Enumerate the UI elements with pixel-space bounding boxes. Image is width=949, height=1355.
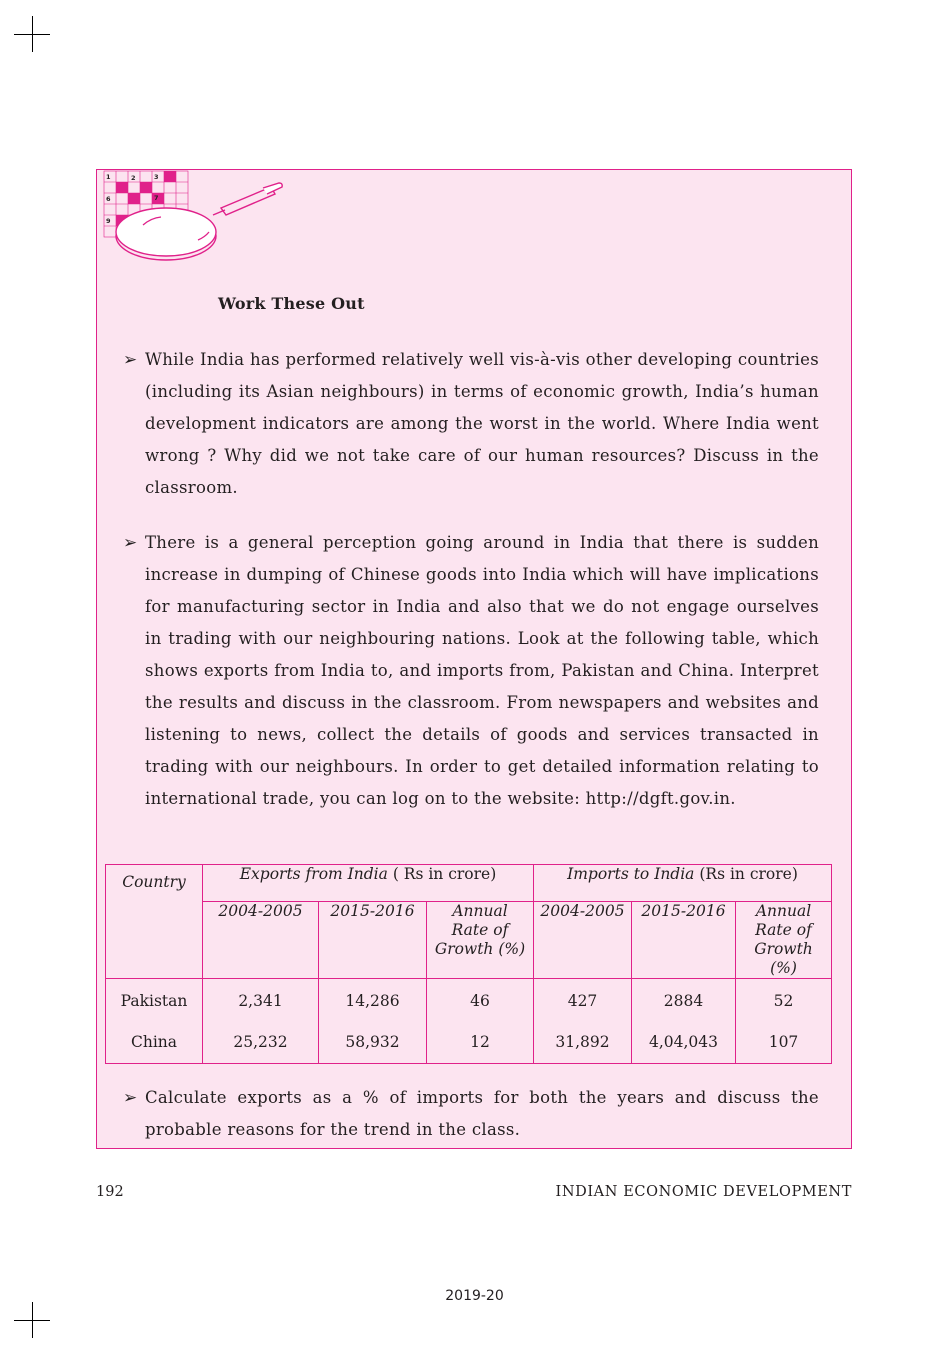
table-cell bbox=[736, 979, 832, 1064]
crossword-number-2: 2 bbox=[131, 174, 136, 182]
exports-header-title: Exports from India bbox=[239, 865, 388, 883]
book-title: INDIAN ECONOMIC DEVELOPMENT bbox=[555, 1184, 852, 1200]
value: 46 bbox=[470, 992, 490, 1010]
crop-mark-top-left-v bbox=[32, 16, 33, 52]
activity-heading: Work These Out bbox=[218, 294, 365, 313]
crossword-number-1: 1 bbox=[106, 173, 111, 181]
arrow-bullet-icon: ➢ bbox=[123, 350, 138, 370]
activity-item-1: While India has performed relatively well vis-à-vis other developing countries (including its Asian neighbours) in terms of economic growth, India’s human development indicators are among the worst in the world. Where India went wrong ? Why did we not take care of our human resources? Discuss in the classroom. bbox=[145, 350, 819, 497]
table-cell bbox=[203, 979, 319, 1064]
value: 12 bbox=[470, 1033, 490, 1051]
edition-year: 2019-20 bbox=[445, 1288, 504, 1304]
value: 2884 bbox=[663, 992, 704, 1010]
value: 31,892 bbox=[555, 1033, 610, 1051]
activity-item-3: Calculate exports as a % of imports for both the years and discuss the probable reasons for the trend in the class. bbox=[145, 1088, 819, 1139]
country-name: China bbox=[130, 1033, 178, 1051]
sub-header: Annual Rate of Growth (%) bbox=[427, 902, 534, 979]
page-number: 192 bbox=[96, 1184, 124, 1200]
country-name: Pakistan bbox=[120, 992, 188, 1010]
sub-header: 2015-2016 bbox=[319, 902, 427, 979]
crop-mark-bottom-left-v bbox=[32, 1302, 33, 1338]
trade-table bbox=[105, 864, 832, 1064]
country-cell bbox=[106, 979, 203, 1064]
imports-header-unit: (Rs in crore) bbox=[694, 865, 798, 883]
activity-item-2: There is a general perception going around in India that there is sudden increase in dumping of Chinese goods into India which will have implications for manufacturing sector in India and also that we do not engage ourselves in trading with our neighbouring nations. Look at the following table, which shows exports from India to, and imports from, Pakistan and China. Interpret the results and discuss in the classroom. From newspapers and websites and listening to news, collect the details of goods and services transacted in trading with our neighbours. In order to get detailed information relating to international trade, you can log on to the website: http://dgft.gov.in. bbox=[145, 533, 819, 808]
table-cell bbox=[427, 979, 534, 1064]
value: 52 bbox=[773, 992, 794, 1010]
crossword-number-3: 3 bbox=[154, 173, 159, 181]
arrow-bullet-icon: ➢ bbox=[123, 533, 138, 553]
value: 107 bbox=[768, 1033, 799, 1051]
imports-header bbox=[534, 865, 832, 902]
sub-header: Annual Rate of Growth (%) bbox=[736, 902, 832, 979]
table-cell bbox=[534, 979, 632, 1064]
exports-header bbox=[203, 865, 534, 902]
crossword-number-7: 7 bbox=[154, 194, 159, 202]
value: 2,341 bbox=[238, 992, 283, 1010]
sub-header: 2004-2005 bbox=[203, 902, 319, 979]
sub-header: 2015-2016 bbox=[632, 902, 736, 979]
crossword-number-6: 6 bbox=[106, 195, 111, 203]
country-header: Country bbox=[106, 865, 203, 979]
imports-header-title: Imports to India bbox=[567, 865, 695, 883]
value: 427 bbox=[567, 992, 598, 1010]
arrow-bullet-icon: ➢ bbox=[123, 1088, 138, 1108]
table-cell bbox=[319, 979, 427, 1064]
magnifying-glass-crossword-icon bbox=[103, 170, 288, 270]
value: 58,932 bbox=[345, 1033, 400, 1051]
value: 14,286 bbox=[345, 992, 400, 1010]
value: 25,232 bbox=[233, 1033, 288, 1051]
sub-header: 2004-2005 bbox=[534, 902, 632, 979]
value: 4,04,043 bbox=[648, 1033, 719, 1051]
crossword-number-9: 9 bbox=[106, 217, 111, 225]
table-cell bbox=[632, 979, 736, 1064]
exports-header-unit: ( Rs in crore) bbox=[387, 865, 497, 883]
